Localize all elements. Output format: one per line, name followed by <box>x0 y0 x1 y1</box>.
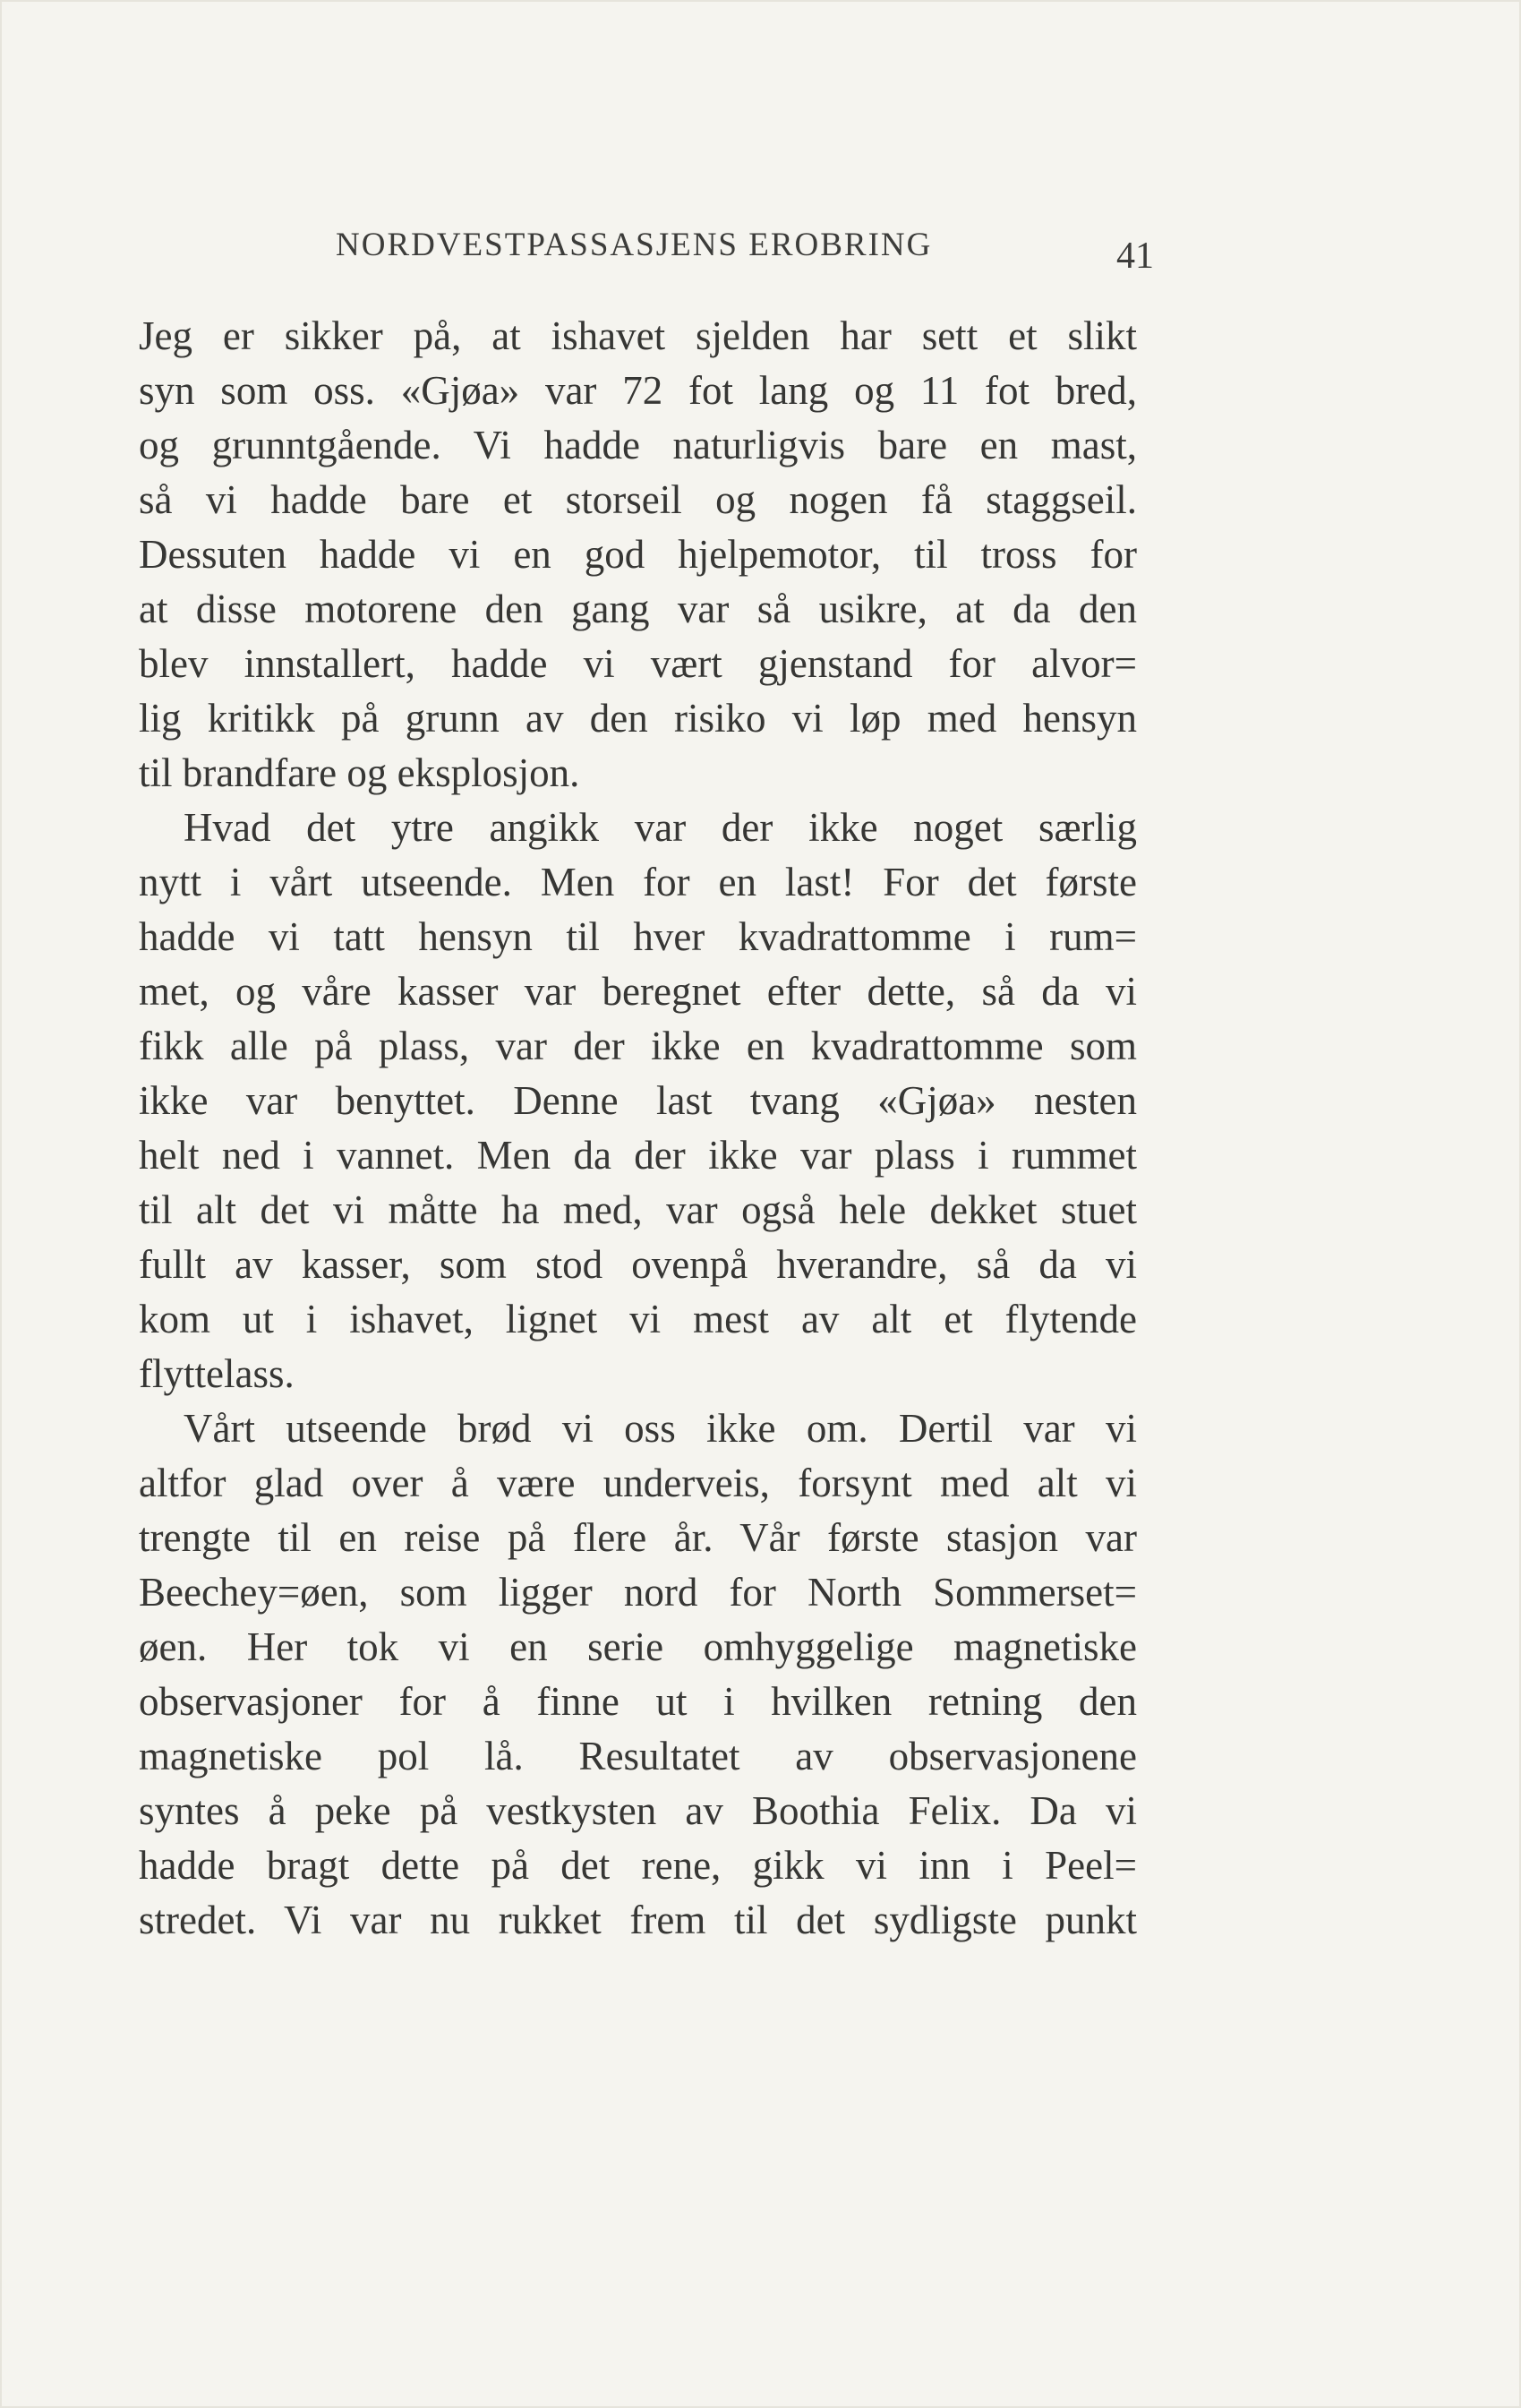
text-line: observasjoner for å finne ut i hvilken retning den <box>139 1679 1137 1724</box>
text-line: nytt i vårt utseende. Men for en last! For det første <box>139 860 1137 904</box>
text-line: Hvad det ytre angikk var der ikke noget særlig <box>184 805 1137 850</box>
text-line: flyttelass. <box>139 1351 295 1396</box>
running-head: NORDVESTPASSASJENS EROBRING <box>336 227 933 263</box>
text-line: fikk alle på plass, var der ikke en kvadrattomme som <box>139 1024 1137 1068</box>
text-line: Jeg er sikker på, at ishavet sjelden har sett et slikt <box>139 313 1137 358</box>
text-line: så vi hadde bare et storseil og nogen få staggseil. <box>139 477 1137 522</box>
text-line: trengte til en reise på flere år. Vår første stasjon var <box>139 1515 1137 1560</box>
text-line: syn som oss. «Gjøa» var 72 fot lang og 11 fot bred, <box>139 368 1137 413</box>
text-line: helt ned i vannet. Men da der ikke var plass i rummet <box>139 1133 1137 1178</box>
text-line: Vårt utseende brød vi oss ikke om. Dertil var vi <box>184 1406 1137 1451</box>
text-line: fullt av kasser, som stod ovenpå hverandre, så da vi <box>139 1242 1137 1287</box>
text-line: syntes å peke på vestkysten av Boothia Felix. Da vi <box>139 1788 1137 1833</box>
text-line: magnetiske pol lå. Resultatet av observasjonene <box>139 1734 1137 1778</box>
text-line: stredet. Vi var nu rukket frem til det sydligste punkt <box>139 1898 1137 1942</box>
text-line: og grunntgående. Vi hadde naturligvis bare en mast, <box>139 423 1137 467</box>
body-text <box>139 309 1137 1948</box>
text-line: Beechey=øen, som ligger nord for North Sommerset= <box>139 1570 1137 1615</box>
text-line: altfor glad over å være underveis, forsynt med alt vi <box>139 1461 1137 1505</box>
text-line: ikke var benyttet. Denne last tvang «Gjøa» nesten <box>139 1078 1137 1123</box>
text-line: hadde bragt dette på det rene, gikk vi inn i Peel= <box>139 1843 1137 1888</box>
text-line: til alt det vi måtte ha med, var også hele dekket stuet <box>139 1187 1137 1232</box>
text-line: Dessuten hadde vi en god hjelpemotor, til tross for <box>139 532 1137 577</box>
text-line: blev innstallert, hadde vi vært gjenstand for alvor= <box>139 641 1137 686</box>
text-line: til brandfare og eksplosjon. <box>139 750 580 795</box>
text-line: met, og våre kasser var beregnet efter dette, så da vi <box>139 969 1137 1014</box>
page-number: 41 <box>1116 236 1154 277</box>
text-line: øen. Her tok vi en serie omhyggelige magnetiske <box>139 1624 1137 1669</box>
text-line: lig kritikk på grunn av den risiko vi løp med hensyn <box>139 696 1137 741</box>
text-line: kom ut i ishavet, lignet vi mest av alt et flytende <box>139 1297 1137 1341</box>
text-line: hadde vi tatt hensyn til hver kvadrattomme i rum= <box>139 914 1137 959</box>
text-line: at disse motorene den gang var så usikre, at da den <box>139 587 1137 631</box>
